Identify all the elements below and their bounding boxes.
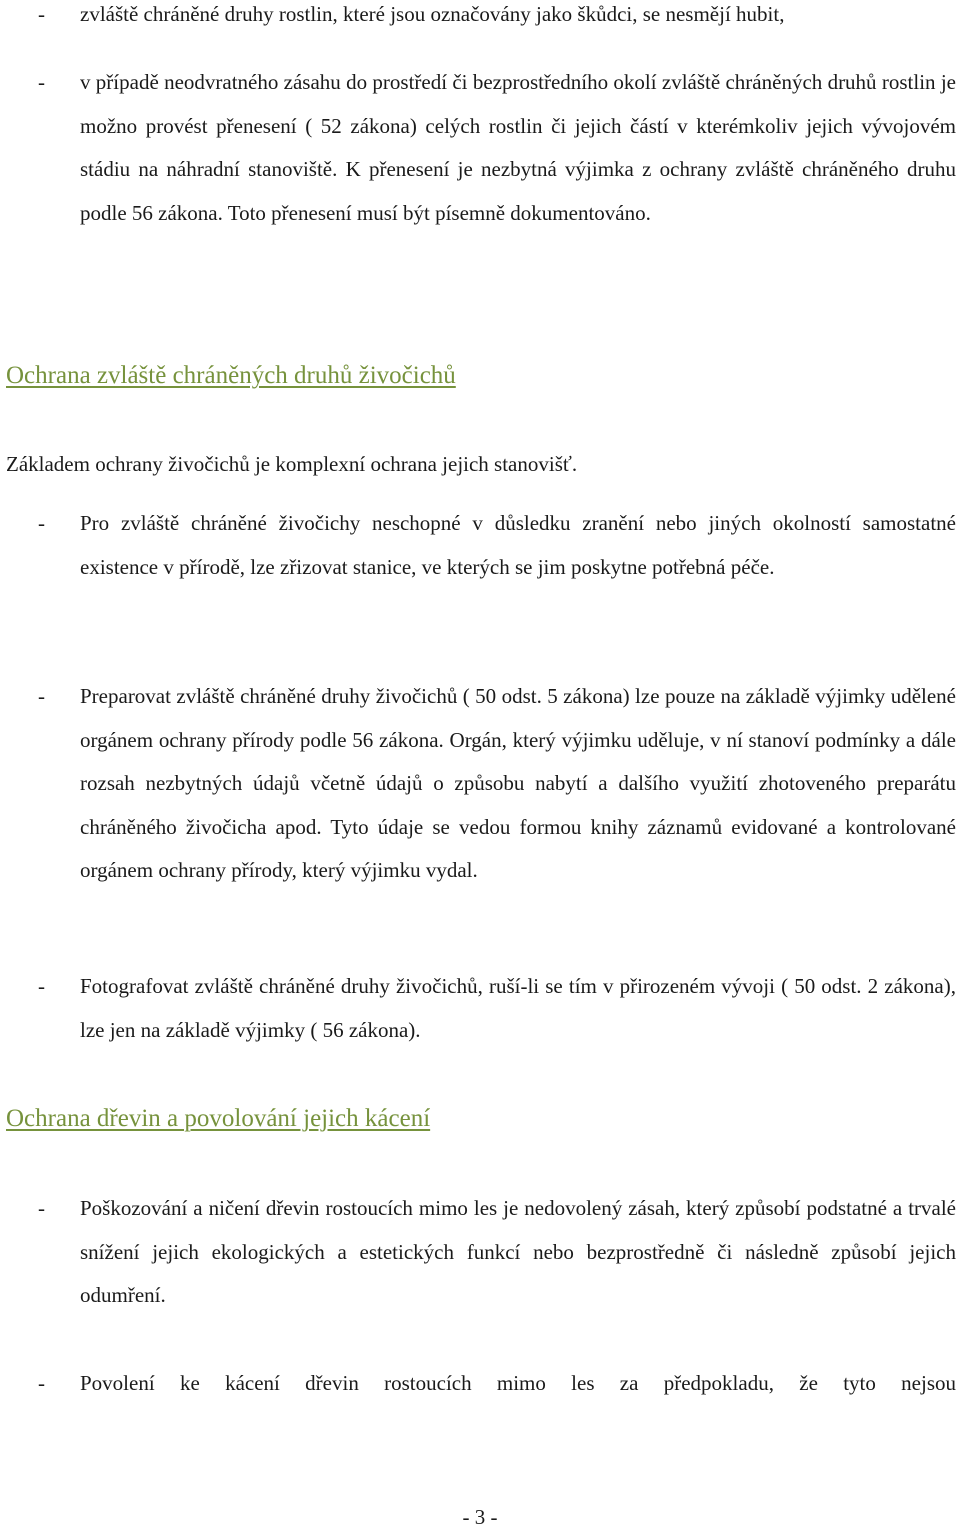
list-item-text: Povolení ke kácení dřevin rostoucích mimo les za předpokladu, že tyto nejsou (80, 1371, 956, 1395)
list-item-text: Pro zvláště chráněné živočichy neschopné v důsledku zranění nebo jiných okolností samostatné existence v přírodě, lze zřizovat stanice, ve kterých se jim poskytne potřebná péče. (80, 511, 956, 579)
list-dash: - (38, 2, 45, 26)
list-dash: - (38, 1371, 45, 1395)
list-item (6, 1362, 956, 1406)
page-number: - 3 - (462, 1505, 498, 1529)
list-item-text: v případě neodvratného zásahu do prostředí či bezprostředního okolí zvláště chráněných druhů rostlin je možno provést přenesení ( 52 zákona) celých rostlin či jejich částí v kterémkoliv jejich vývojovém stádiu na náhradní stanoviště. K přenesení je nezbytná výjimka z ochrany zvláště chráněného druhu podle 56 zákona. Toto přenesení musí být písemně dokumentováno. (80, 70, 956, 225)
list-dash: - (38, 974, 45, 998)
list-item-text: Fotografovat zvláště chráněné druhy živočichů, ruší-li se tím v přirozeném vývoji ( 50 odst. 2 zákona), lze jen na základě výjimky ( 56 zákona). (80, 974, 956, 1042)
list-item-text: Preparovat zvláště chráněné druhy živočichů ( 50 odst. 5 zákona) lze pouze na základě výjimky udělené orgánem ochrany přírody podle 56 zákona. Orgán, který výjimku uděluje, v ní stanoví podmínky a dále rozsah nezbytných údajů včetně údajů o způsobu nabytí a dalšího využití zhotoveného preparátu chráněného živočicha apod. Tyto údaje se vedou formou knihy záznamů evidované a kontrolované orgánem ochrany přírody, který výjimku vydal. (80, 684, 956, 882)
list-dash: - (38, 70, 45, 94)
section-heading-trees: Ochrana dřevin a povolování jejich kácení (6, 1105, 431, 1132)
list-item-text: Poškozování a ničení dřevin rostoucích mimo les je nedovolený zásah, který způsobí podstatné a trvalé snížení jejich ekologických a estetických funkcí nebo bezprostředně či následně způsobí jejich odumření. (80, 1196, 956, 1307)
list-item-text: zvláště chráněné druhy rostlin, které jsou označovány jako škůdci, se nesmějí hubit, (80, 2, 785, 26)
list-dash: - (38, 684, 45, 708)
list-item (6, 1187, 956, 1318)
section-intro: Základem ochrany živočichů je komplexní ochrana jejich stanovišť. (6, 452, 578, 476)
list-dash: - (38, 1196, 45, 1220)
list-item (6, 965, 956, 1052)
list-item (6, 61, 956, 235)
list-item (6, 502, 956, 589)
section-heading-animals: Ochrana zvláště chráněných druhů živočichů (6, 362, 456, 389)
list-dash: - (38, 511, 45, 535)
list-item (6, 0, 956, 37)
list-item (6, 675, 956, 893)
